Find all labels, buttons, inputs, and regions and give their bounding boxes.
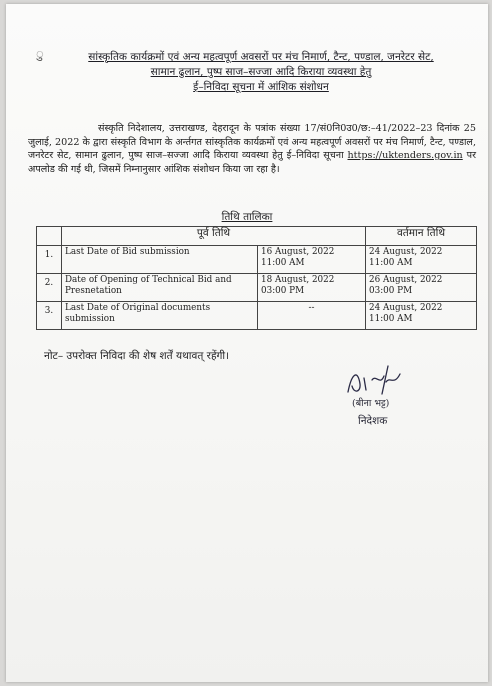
row-previous-date: 18 August, 2022 03:00 PM bbox=[258, 274, 366, 302]
header-previous-date: पूर्व तिथि bbox=[62, 227, 366, 246]
header-current-date: वर्तमान तिथि bbox=[366, 227, 477, 246]
body-paragraph bbox=[28, 122, 476, 176]
table-header-row bbox=[37, 227, 477, 246]
row-previous-date: 16 August, 2022 11:00 AM bbox=[258, 246, 366, 274]
row-previous-date: -- bbox=[258, 302, 366, 330]
row-current-date: 24 August, 2022 11:00 AM bbox=[366, 246, 477, 274]
date-table bbox=[36, 226, 477, 330]
title-line-1: सांस्कृतिक कार्यक्रमों एवं अन्य महत्वपूर्ण अवसरों पर मंच निमार्ण, टैन्ट, पण्डाल, जनरेटर सेट, bbox=[88, 51, 434, 63]
note-text: नोट– उपरोक्त निविदा की शेष शर्तें यथावत् रहेंगी। bbox=[44, 350, 230, 362]
row-current-date: 26 August, 2022 03:00 PM bbox=[366, 274, 477, 302]
title-line-3: ई–निविदा सूचना में आंशिक संशोधन bbox=[193, 81, 329, 93]
row-current-date: 24 August, 2022 11:00 AM bbox=[366, 302, 477, 330]
row-item: Date of Opening of Technical Bid and Presnetation bbox=[62, 274, 258, 302]
table-row bbox=[37, 246, 477, 274]
document-page bbox=[6, 4, 488, 682]
table-row bbox=[37, 302, 477, 330]
row-number: 3. bbox=[37, 302, 62, 330]
table-row bbox=[37, 274, 477, 302]
tender-portal-link[interactable]: https://uktenders.gov.in bbox=[347, 150, 463, 161]
table-title: तिथि तालिका bbox=[221, 211, 273, 223]
title-line-2: सामान ढुलान, पुष्प साज–सज्जा आदि किराया व्यवस्था हेतु bbox=[150, 66, 372, 78]
body-text-part-2: पर अपलोड की गई थी, जिसमें निम्नानुसार आंशिक संशोधन किया जा रहा है। bbox=[28, 150, 476, 175]
row-number: 1. bbox=[37, 246, 62, 274]
row-item: Last Date of Original documents submission bbox=[62, 302, 258, 330]
signatory-name: (बीना भट्ट) bbox=[352, 398, 390, 409]
signatory-designation: निदेशक bbox=[358, 415, 388, 427]
row-number: 2. bbox=[37, 274, 62, 302]
row-item: Last Date of Bid submission bbox=[62, 246, 258, 274]
handwritten-signature bbox=[342, 364, 412, 400]
body-text-part-1: संस्कृति निदेशालय, उत्तराखण्ड, देहरादून के पत्रांक संख्या 17/सं0नि0उ0/छ:–41/2022–23 दिनांक 25 जुलाई, 2022 के द्वारा संस्कृति विभाग के अर्न्तगत सांस्कृतिक कार्यक्रमों एवं अन्य महत्वपूर्ण अवसरों पर मंच निमार्ण, टैन्ट, पण्डाल, जनरेटर सेट, सामान ढुलान, पुष्प साज–सज्जा आदि किराया व्यवस्था हेतु ई–निविदा सूचना bbox=[28, 123, 476, 161]
header-mark: ु bbox=[36, 47, 44, 62]
